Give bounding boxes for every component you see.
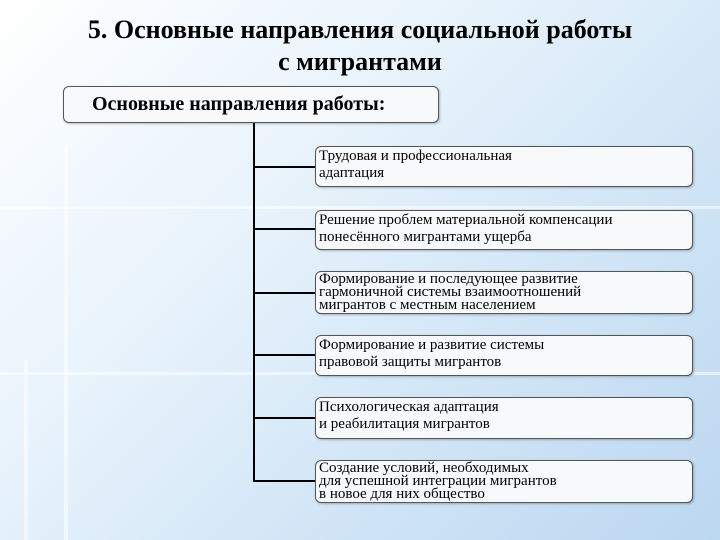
direction-node-text: гармоничной системы взаимоотношений bbox=[319, 284, 582, 300]
connector-branch bbox=[253, 228, 315, 230]
direction-node-text: понесённого мигрантами ущерба bbox=[319, 229, 532, 245]
connector-branch bbox=[253, 166, 315, 168]
connector-branch bbox=[253, 417, 315, 419]
direction-node-text: для успешной интеграции мигрантов bbox=[319, 473, 557, 489]
direction-node-text: Психологическая адаптация bbox=[319, 399, 499, 415]
slide-title bbox=[0, 14, 720, 78]
decorative-stripe bbox=[64, 145, 68, 540]
direction-node-4 bbox=[315, 335, 693, 376]
direction-node-1 bbox=[315, 146, 693, 187]
connector-trunk bbox=[253, 123, 255, 481]
connector-branch bbox=[253, 292, 315, 294]
decorative-stripe bbox=[24, 360, 28, 540]
connector-branch bbox=[253, 354, 315, 356]
root-node-label: Основные направления работы: bbox=[92, 93, 386, 115]
direction-node-text: в новое для них общество bbox=[319, 486, 485, 502]
direction-node-text: адаптация bbox=[319, 165, 385, 181]
direction-node-2 bbox=[315, 210, 693, 250]
direction-node-text: Формирование и последующее развитие bbox=[319, 271, 578, 287]
slide-title-line-2: с мигрантами bbox=[278, 47, 442, 76]
direction-node-3 bbox=[315, 271, 693, 314]
direction-node-text: Создание условий, необходимых bbox=[319, 460, 529, 476]
direction-node-text: Трудовая и профессиональная bbox=[319, 148, 512, 164]
decorative-stripe bbox=[0, 206, 720, 209]
direction-node-text: мигрантов с местным населением bbox=[319, 297, 536, 313]
direction-node-text: и реабилитация мигрантов bbox=[319, 416, 490, 432]
slide-title-line-1: 5. Основные направления социальной работы bbox=[87, 15, 633, 44]
direction-node-6 bbox=[315, 460, 693, 503]
direction-node-text: Решение проблем материальной компенсации bbox=[319, 212, 613, 228]
direction-node-5 bbox=[315, 397, 693, 439]
direction-node-text: правовой защиты мигрантов bbox=[319, 354, 502, 370]
root-node bbox=[63, 86, 439, 123]
direction-node-text: Формирование и развитие системы bbox=[319, 337, 545, 353]
connector-branch bbox=[253, 480, 315, 482]
